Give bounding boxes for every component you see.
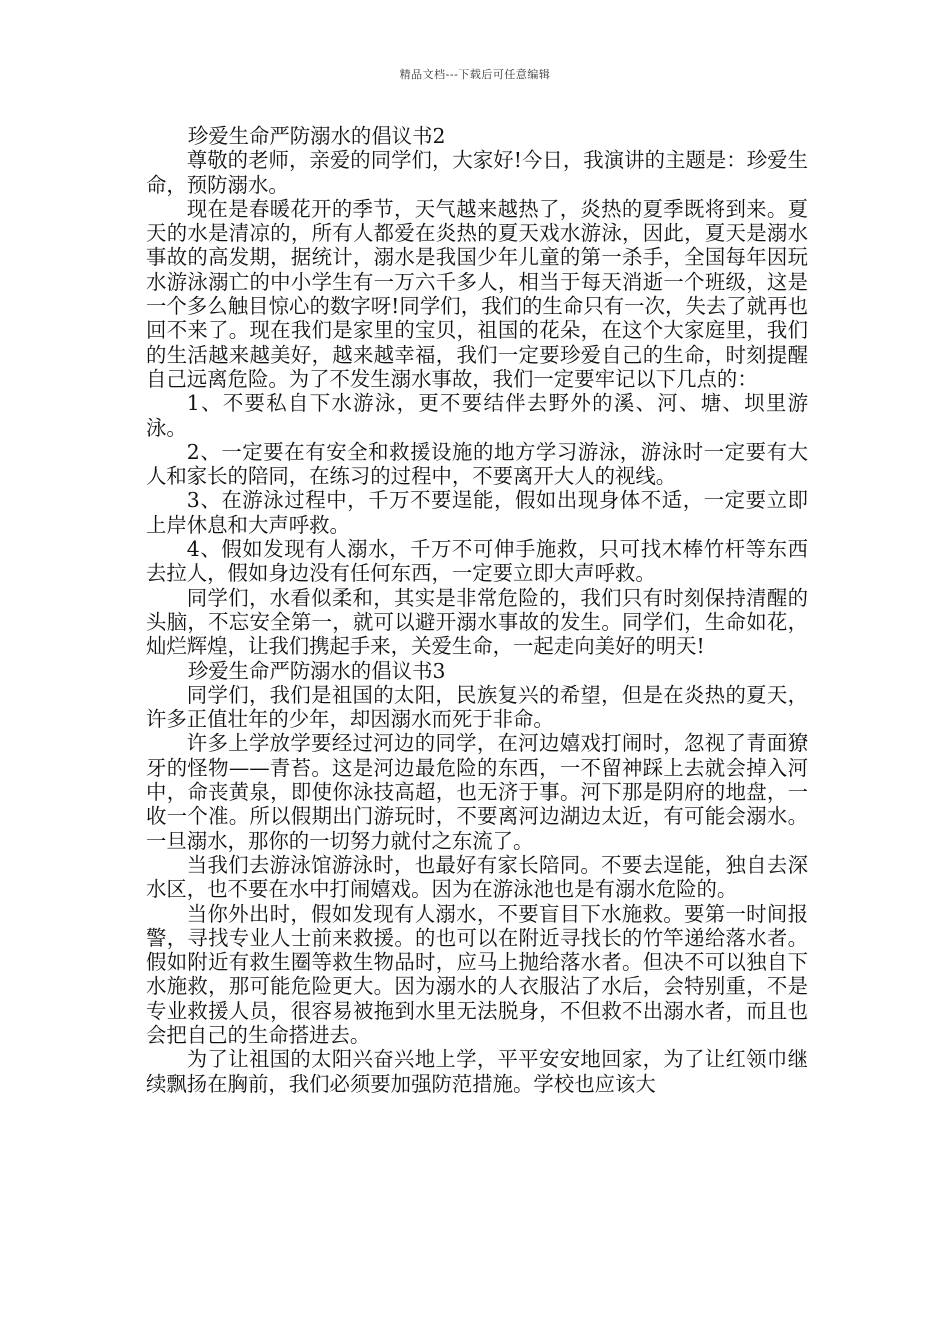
paragraph-greeting: 尊敬的老师，亲爱的同学们，大家好!今日，我演讲的主题是：珍爱生命，预防溺水。: [146, 148, 808, 197]
section-title-2: 珍爱生命严防溺水的倡议书2: [187, 124, 446, 148]
paragraph-intro: 现在是春暖花开的季节，天气越来越热了，炎热的夏季既将到来。夏天的水是清凉的，所有人都爱在炎热的夏天戏水游泳，因此，夏天是溺水事故的高发期，据统计，溺水是我国少年儿童的第一杀手，全国每年因玩水游泳溺亡的中小学生有一万六千多人，相当于每天消逝一个班级，这是一个多么触目惊心的数字呀!同学们，我们的生命只有一次，失去了就再也回不来了。现在我们是家里的宝贝，祖国的花朵，在这个大家庭里，我们的生活越来越美好，越来越幸福，我们一定要珍爱自己的生命，时刻提醒自己远离危险。为了不发生溺水事故，我们一定要牢记以下几点的：: [146, 196, 808, 391]
list-item-2: 2、一定要在有安全和救援设施的地方学习游泳，游泳时一定要有大人和家长的陪同，在练习的过程中，不要离开大人的视线。: [146, 439, 808, 489]
list-item-3: 3、在游泳过程中，千万不要逞能，假如出现身体不适，一定要立即上岸休息和大声呼救。: [146, 488, 808, 537]
paragraph: 同学们，我们是祖国的太阳，民族复兴的希望，但是在炎热的夏天，许多正值壮年的少年，却因溺水而死于非命。: [146, 682, 808, 732]
paragraph: 当你外出时，假如发现有人溺水，不要盲目下水施救。要第一时间报警，寻找专业人士前来救援。的也可以在附近寻找长的竹竿递给落水者。假如附近有救生圈等救生物品时，应马上抛给落水者。但决不可以独自下水施救，那可能危险更大。因为溺水的人衣服沾了水后，会特别重，不是专业救援人员，很容易被拖到水里无法脱身，不但救不出溺水者，而且也会把自己的生命搭进去。: [146, 901, 808, 1047]
paragraph: 当我们去游泳馆游泳时，也最好有家长陪同。不要去逞能，独自去深水区，也不要在水中打闹嬉戏。因为在游泳池也是有溺水危险的。: [146, 852, 808, 902]
list-item-1: 1、不要私自下水游泳，更不要结伴去野外的溪、河、塘、坝里游泳。: [146, 391, 808, 440]
paragraph: 为了让祖国的太阳兴奋兴地上学，平平安安地回家，为了让红领巾继续飘扬在胸前，我们必须要加强防范措施。学校也应该大: [146, 1047, 808, 1096]
paragraph: 许多上学放学要经过河边的同学，在河边嬉戏打闹时，忽视了青面獠牙的怪物——青苔。这是河边最危险的东西，一不留神踩上去就会掉入河中，命丧黄泉，即使你泳技高超，也无济于事。河下那是阴府的地盘，一收一个准。所以假期出门游玩时，不要离河边湖边太近，有可能会溺水。一旦溺水，那你的一切努力就付之东流了。: [146, 731, 808, 853]
paragraph-conclusion: 同学们，水看似柔和，其实是非常危险的，我们只有时刻保持清醒的头脑，不忘安全第一，就可以避开溺水事故的发生。同学们，生命如花，灿烂辉煌，让我们携起手来，关爱生命，一起走向美好的明天!: [146, 585, 808, 659]
list-item-4: 4、假如发现有人溺水，千万不可伸手施救，只可找木棒竹杆等东西去拉人，假如身边没有任何东西，一定要立即大声呼救。: [146, 537, 808, 586]
document-body: [146, 124, 808, 1096]
section-title-3: 珍爱生命严防溺水的倡议书3: [187, 658, 446, 683]
page-header: 精品文档---下载后可任意编辑: [399, 68, 551, 81]
